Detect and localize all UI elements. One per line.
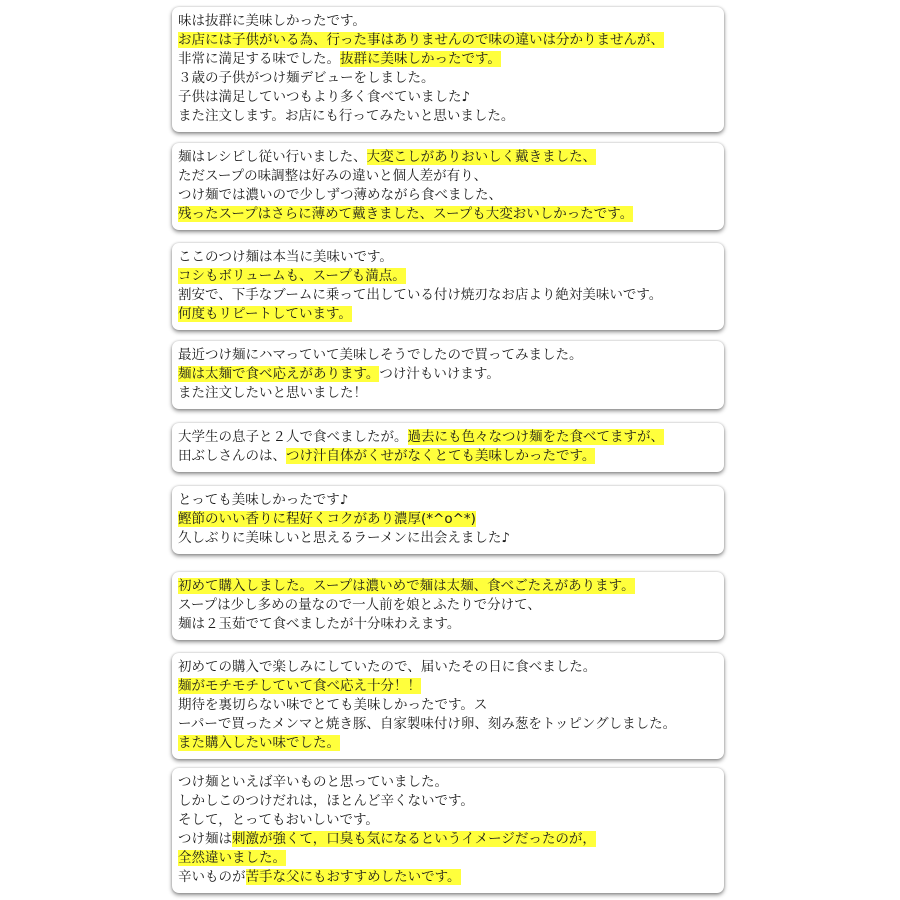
review-text: 久しぶりに美味しいと思えるラーメンに出会えました♪ <box>178 530 510 546</box>
review-text: 子供は満足していつもより多く食べていました♪ <box>178 89 471 105</box>
review-line <box>178 12 718 31</box>
review-text: また注文したいと思いました！ <box>178 385 367 401</box>
review-line <box>178 248 718 267</box>
highlighted-text: 刺激が強くて，口臭も気になるというイメージだったのが， <box>232 831 596 847</box>
review-line <box>178 365 718 384</box>
review-line <box>178 658 718 677</box>
review-text: そして，とってもおいしいです。 <box>178 812 379 828</box>
review-line <box>178 830 718 849</box>
review-line <box>178 107 718 126</box>
review-text: 麺は２玉茹でて食べましたが十分味わえます。 <box>178 616 461 632</box>
highlighted-text: 過去にも色々なつけ麺をた食べてますが、 <box>407 429 664 445</box>
review-line <box>178 615 718 634</box>
review-card <box>172 143 724 230</box>
review-line <box>178 773 718 792</box>
review-line <box>178 267 718 286</box>
review-text: 辛いものが <box>178 869 246 885</box>
review-line <box>178 205 718 224</box>
review-text: 麺はレシピし従い行いました、 <box>178 149 367 165</box>
review-line <box>178 849 718 868</box>
review-text: つけ汁もいけます。 <box>379 366 500 382</box>
review-text: とっても美味しかったです♪ <box>178 492 349 508</box>
highlighted-text: 残ったスープはさらに薄めて戴きました、スープも大変おいしかったです。 <box>178 206 634 222</box>
highlighted-text: 全然違いました。 <box>178 850 286 866</box>
review-line <box>178 868 718 887</box>
review-line <box>178 529 718 548</box>
review-text: 割安で、下手なブームに乗って出している付け焼刃なお店より絶対美味いです。 <box>178 287 663 303</box>
review-line <box>178 447 718 466</box>
review-line <box>178 346 718 365</box>
highlighted-text: 何度もリピートしています。 <box>178 306 352 322</box>
review-line <box>178 31 718 50</box>
review-line <box>178 734 718 753</box>
review-card <box>172 423 724 472</box>
review-line <box>178 69 718 88</box>
highlighted-text: 初めて購入しました。スープは濃いめで麺は太麺、食べごたえがあります。 <box>178 578 635 594</box>
review-card <box>172 768 724 893</box>
review-text: スープは少し多めの量なので一人前を娘とふたりで分けて、 <box>178 597 541 613</box>
review-text: つけ麺では濃いので少しずつ薄めながら食べました、 <box>178 187 502 203</box>
review-line <box>178 186 718 205</box>
review-text: ーパーで買ったメンマと焼き豚、自家製味付け卵、刻み葱をトッピングしました。 <box>178 716 677 732</box>
review-text: 初めての購入で楽しみにしていたので、届いたその日に食べました。 <box>178 659 597 675</box>
review-text: 味は抜群に美味しかったです。 <box>178 13 366 29</box>
review-text: 最近つけ麺にハマっていて美味しそうでしたので買ってみました。 <box>178 347 583 363</box>
highlighted-text: また購入したい味でした。 <box>178 735 340 751</box>
highlighted-text: 麺は太麺で食べ応えがあります。 <box>178 366 380 382</box>
review-card <box>172 7 724 132</box>
review-line <box>178 305 718 324</box>
highlighted-text: コシもボリュームも、スープも満点。 <box>178 268 406 284</box>
highlighted-text: 鰹節のいい香りに程好くコクがあり濃厚(*^o^*) <box>178 511 476 527</box>
review-line <box>178 428 718 447</box>
review-card <box>172 486 724 554</box>
highlighted-text: 麺がモチモチしていて食べ応え十分！！ <box>178 678 421 694</box>
review-line <box>178 88 718 107</box>
review-text: ただスープの味調整は好みの違いと個人差が有り、 <box>178 168 488 184</box>
review-line <box>178 577 718 596</box>
review-card <box>172 341 724 409</box>
review-text: つけ麺は <box>178 831 232 847</box>
review-card <box>172 572 724 640</box>
highlighted-text: 抜群に美味しかったです。 <box>340 51 501 67</box>
review-line <box>178 148 718 167</box>
highlighted-text: 苦手な父にもおすすめしたいです。 <box>245 869 461 885</box>
review-line <box>178 384 718 403</box>
highlighted-text: お店には子供がいる為、行った事はありませんので味の違いは分かりませんが、 <box>178 32 664 48</box>
review-text: 大学生の息子と２人で食べましたが。 <box>178 429 408 445</box>
review-line <box>178 677 718 696</box>
review-line <box>178 811 718 830</box>
review-line <box>178 696 718 715</box>
review-line <box>178 715 718 734</box>
review-line <box>178 286 718 305</box>
review-line <box>178 792 718 811</box>
review-text: 期待を裏切らない味でとても美味しかったです。ス <box>178 697 488 713</box>
review-text: 田ぶしさんのは、 <box>178 448 286 464</box>
review-line <box>178 510 718 529</box>
review-text: ３歳の子供がつけ麺デビューをしました。 <box>178 70 435 86</box>
review-line <box>178 491 718 510</box>
review-text: また注文します。お店にも行ってみたいと思いました。 <box>178 108 515 124</box>
review-line <box>178 50 718 69</box>
review-text: 非常に満足する味でした。 <box>178 51 340 67</box>
review-card <box>172 653 724 759</box>
review-line <box>178 596 718 615</box>
review-line <box>178 167 718 186</box>
review-card <box>172 243 724 330</box>
review-text: しかしこのつけだれは，ほとんど辛くないです。 <box>178 793 474 809</box>
review-text: つけ麺といえば辛いものと思っていました。 <box>178 774 448 790</box>
review-text: ここのつけ麺は本当に美味いです。 <box>178 249 393 265</box>
highlighted-text: 大変こしがありおいしく戴きました、 <box>366 149 597 165</box>
highlighted-text: つけ汁自体がくせがなくとても美味しかったです。 <box>286 448 596 464</box>
